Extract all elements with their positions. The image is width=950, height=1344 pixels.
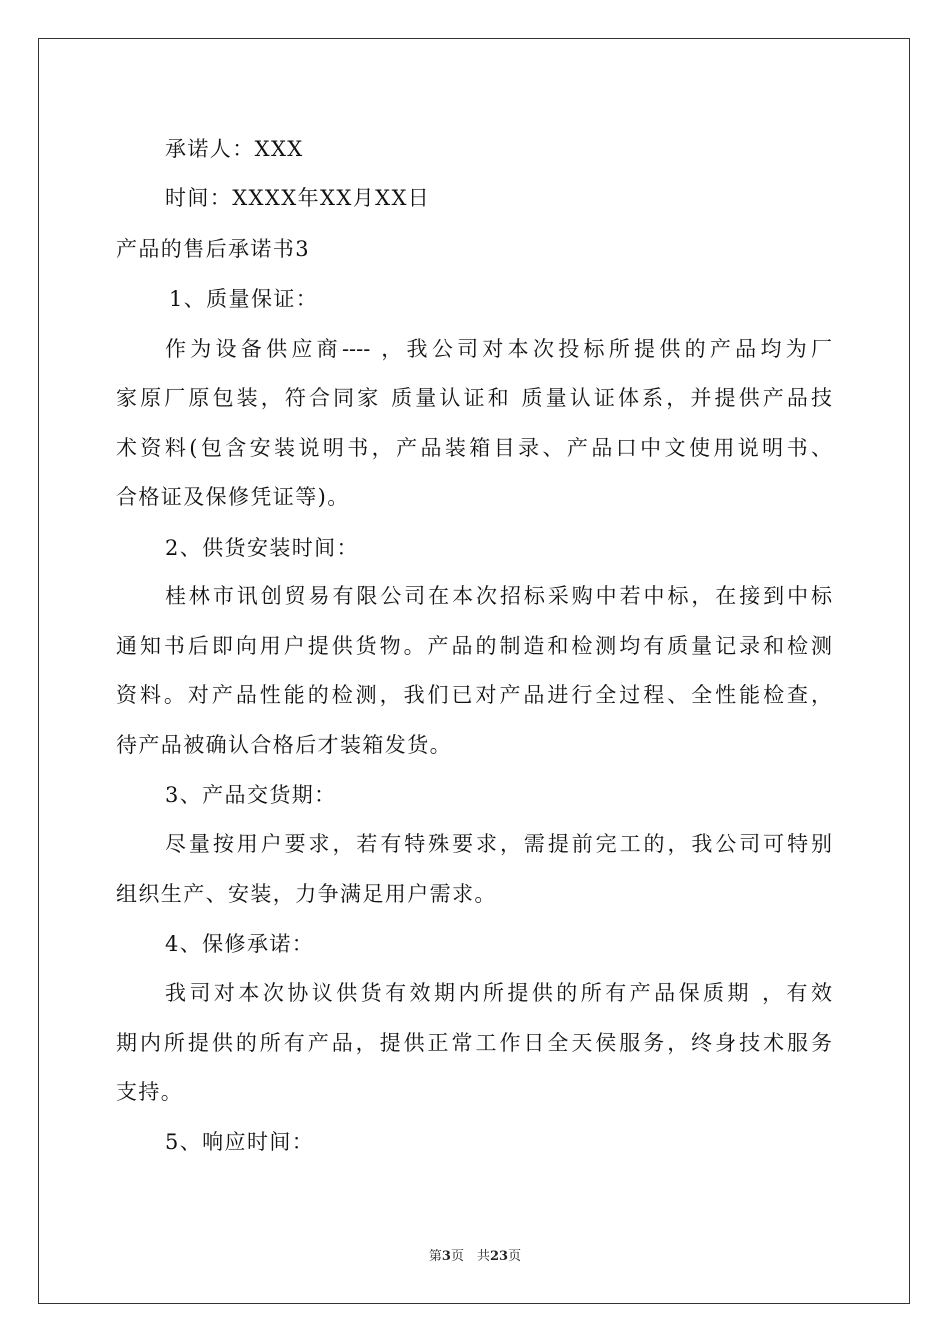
heading-lead-time: 3、产品交货期： [165,783,337,807]
warranty-paragraph-line: 支持。 [116,1080,184,1104]
warranty-paragraph-line: 我司对本次协议供货有效期内所提供的所有产品保质期 ，有效 [165,981,832,1005]
page-number-footer [0,1249,950,1265]
total-page-count: 23 [489,1249,509,1264]
footer-suffix: 页 [508,1249,522,1264]
quality-paragraph-line: 家原厂原包装，符合同家 质量认证和 质量认证体系，并提供产品技 [116,386,832,410]
quality-paragraph-line: 合格证及保修凭证等)。 [116,485,350,509]
footer-mid: 页 共 [450,1249,490,1264]
heading-quality-guarantee: 1、质量保证： [169,287,319,311]
lead-time-paragraph-line: 组织生产、安装，力争满足用户需求。 [116,882,497,906]
lead-time-paragraph-line: 尽量按用户要求，若有特殊要求，需提前完工的，我公司可特别 [165,832,832,856]
delivery-paragraph-line: 桂林市讯创贸易有限公司在本次招标采购中若中标，在接到中标 [165,584,832,608]
delivery-paragraph-line: 资料。对产品性能的检测，我们已对产品进行全过程、全性能检查， [116,683,832,707]
footer-prefix: 第 [428,1249,442,1264]
section-title: 产品的售后承诺书3 [116,237,310,261]
heading-response-time: 5、响应时间： [165,1130,315,1154]
delivery-paragraph-line: 待产品被确认合格后才装箱发货。 [116,733,452,757]
heading-delivery-install-time: 2、供货安装时间： [165,536,359,560]
promisor-line: 承诺人：XXX [165,137,304,161]
quality-paragraph-line: 作为设备供应商---- ，我公司对本次投标所提供的产品均为厂 [165,337,832,361]
heading-warranty-promise: 4、保修承诺： [165,932,315,956]
warranty-paragraph-line: 期内所提供的所有产品，提供正常工作日全天侯服务，终身技术服务 [116,1031,832,1055]
page-border [38,38,910,1304]
quality-paragraph-line: 术资料(包含安装说明书，产品装箱目录、产品口中文使用说明书、 [116,436,832,460]
current-page-number: 3 [441,1249,451,1264]
delivery-paragraph-line: 通知书后即向用户提供货物。产品的制造和检测均有质量记录和检测 [116,634,832,658]
date-line: 时间：XXXX年XX月XX日 [165,186,431,210]
